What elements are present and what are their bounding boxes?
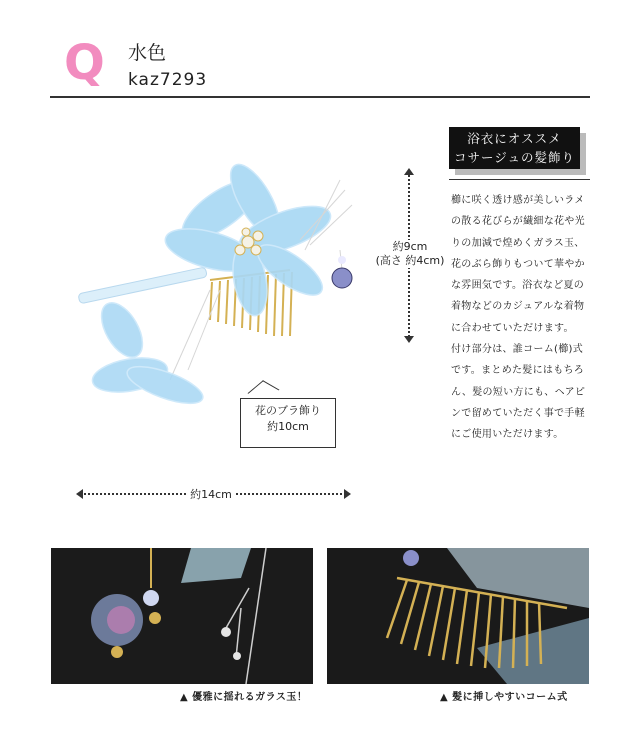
arrow-left-icon	[76, 489, 83, 499]
product-image	[60, 150, 400, 440]
comb-caption: ▲ 髪に挿しやすいコーム式	[440, 692, 568, 703]
description-paragraph-1: 櫛に咲く透け感が美しいラメの散る花びらが繊細な花や光りの加減で煌めくガラス玉、花のぶら飾りもついて華やかな雰囲気です。浴衣など夏の着物などのカジュアルな着物に合わせていただけます。	[451, 195, 585, 334]
header-divider	[50, 96, 590, 98]
description-paragraph-2: 付け部分は、誰コーム(櫛)式です。まとめた髪にはもちろん、髪の短い方にも、ヘアピンで留めていただく事で手軽にご使用いただけます。	[451, 344, 586, 441]
tag-line-1: 浴衣にオススメ	[467, 131, 562, 146]
tag-divider	[449, 179, 590, 180]
arrow-down-icon	[404, 336, 414, 343]
variant-letter: Q	[64, 35, 105, 91]
recommend-tag	[449, 127, 580, 169]
dangle-length-callout	[240, 398, 336, 448]
tag-line-2: コサージュの髪飾り	[453, 150, 575, 165]
glass-bead-photo	[51, 548, 313, 684]
height-label	[370, 240, 450, 268]
header	[50, 34, 590, 96]
comb-detail-photo	[327, 548, 589, 684]
color-name: 水色	[128, 42, 167, 64]
arrow-up-icon	[404, 168, 414, 175]
callout-value: 約10cm	[267, 420, 309, 433]
bead-caption: ▲ 優雅に揺れるガラス玉！	[180, 692, 308, 703]
callout-title: 花のブラ飾り	[255, 404, 321, 417]
arrow-right-icon	[344, 489, 351, 499]
product-description	[451, 190, 593, 446]
width-label: 約14cm	[186, 486, 236, 502]
height-value: 約9cm	[392, 240, 428, 253]
product-code: kaz7293	[128, 70, 208, 90]
height-note: (高さ 約4cm)	[375, 254, 445, 267]
